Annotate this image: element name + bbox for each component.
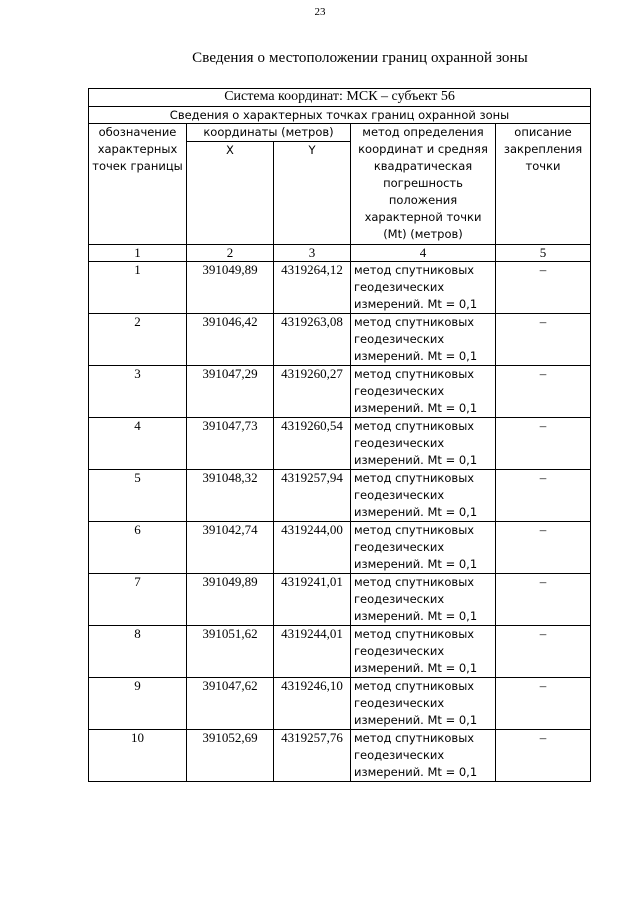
coordinate-system-cell: Система координат: МСК – субъект 56 — [89, 89, 591, 107]
header-method: метод определения координат и средняя квадратическая погрешность положения характерной точки (Mt) (метров) — [351, 124, 496, 245]
page-number: 23 — [314, 6, 326, 18]
x-coordinate-cell: 391046,42 — [187, 314, 274, 366]
description-cell: – — [496, 522, 591, 574]
x-coordinate-cell: 391051,62 — [187, 626, 274, 678]
y-coordinate-cell: 4319257,76 — [274, 730, 351, 782]
method-cell: метод спутниковых геодезических измерений. Mt = 0,1 — [351, 678, 496, 730]
table-row — [89, 366, 591, 418]
column-number-cell: 3 — [274, 245, 351, 262]
point-number-cell: 8 — [89, 626, 187, 678]
point-number-cell: 7 — [89, 574, 187, 626]
header-x: X — [187, 142, 274, 245]
y-coordinate-cell: 4319257,94 — [274, 470, 351, 522]
table-row — [89, 262, 591, 314]
x-coordinate-cell: 391047,62 — [187, 678, 274, 730]
x-coordinate-cell: 391047,29 — [187, 366, 274, 418]
table-row — [89, 418, 591, 470]
page-title: Сведения о местоположении границ охранной зоны — [192, 50, 528, 66]
description-cell: – — [496, 262, 591, 314]
y-coordinate-cell: 4319260,27 — [274, 366, 351, 418]
description-cell: – — [496, 418, 591, 470]
x-coordinate-cell: 391048,32 — [187, 470, 274, 522]
point-number-cell: 5 — [89, 470, 187, 522]
table-row — [89, 678, 591, 730]
x-coordinate-cell: 391052,69 — [187, 730, 274, 782]
method-cell: метод спутниковых геодезических измерений. Mt = 0,1 — [351, 314, 496, 366]
y-coordinate-cell: 4319244,01 — [274, 626, 351, 678]
table-row — [89, 522, 591, 574]
point-number-cell: 4 — [89, 418, 187, 470]
y-coordinate-cell: 4319260,54 — [274, 418, 351, 470]
header-y: Y — [274, 142, 351, 245]
y-coordinate-cell: 4319246,10 — [274, 678, 351, 730]
header-coordinates: координаты (метров) — [187, 124, 351, 142]
description-cell: – — [496, 574, 591, 626]
x-coordinate-cell: 391049,89 — [187, 574, 274, 626]
column-numbers-row — [89, 245, 591, 262]
method-cell: метод спутниковых геодезических измерений. Mt = 0,1 — [351, 262, 496, 314]
point-number-cell: 1 — [89, 262, 187, 314]
column-number-cell: 2 — [187, 245, 274, 262]
table-row — [89, 470, 591, 522]
point-number-cell: 6 — [89, 522, 187, 574]
table-row — [89, 314, 591, 366]
y-coordinate-cell: 4319263,08 — [274, 314, 351, 366]
description-cell: – — [496, 730, 591, 782]
point-number-cell: 2 — [89, 314, 187, 366]
y-coordinate-cell: 4319244,00 — [274, 522, 351, 574]
method-cell: метод спутниковых геодезических измерений. Mt = 0,1 — [351, 522, 496, 574]
boundary-points-table — [88, 88, 591, 782]
description-cell: – — [496, 314, 591, 366]
table-row — [89, 574, 591, 626]
point-number-cell: 9 — [89, 678, 187, 730]
column-number-cell: 4 — [351, 245, 496, 262]
method-cell: метод спутниковых геодезических измерений. Mt = 0,1 — [351, 366, 496, 418]
method-cell: метод спутниковых геодезических измерений. Mt = 0,1 — [351, 418, 496, 470]
method-cell: метод спутниковых геодезических измерений. Mt = 0,1 — [351, 626, 496, 678]
description-cell: – — [496, 626, 591, 678]
x-coordinate-cell: 391047,73 — [187, 418, 274, 470]
point-number-cell: 10 — [89, 730, 187, 782]
header-point-designation: обозначение характерных точек границы — [89, 124, 187, 245]
method-cell: метод спутниковых геодезических измерений. Mt = 0,1 — [351, 730, 496, 782]
description-cell: – — [496, 366, 591, 418]
table-subtitle-cell: Сведения о характерных точках границ охранной зоны — [89, 107, 591, 124]
method-cell: метод спутниковых геодезических измерений. Mt = 0,1 — [351, 574, 496, 626]
table-row — [89, 730, 591, 782]
column-number-cell: 1 — [89, 245, 187, 262]
header-description: описание закрепления точки — [496, 124, 591, 245]
x-coordinate-cell: 391042,74 — [187, 522, 274, 574]
table-row — [89, 626, 591, 678]
y-coordinate-cell: 4319241,01 — [274, 574, 351, 626]
x-coordinate-cell: 391049,89 — [187, 262, 274, 314]
column-number-cell: 5 — [496, 245, 591, 262]
point-number-cell: 3 — [89, 366, 187, 418]
description-cell: – — [496, 470, 591, 522]
method-cell: метод спутниковых геодезических измерений. Mt = 0,1 — [351, 470, 496, 522]
y-coordinate-cell: 4319264,12 — [274, 262, 351, 314]
description-cell: – — [496, 678, 591, 730]
